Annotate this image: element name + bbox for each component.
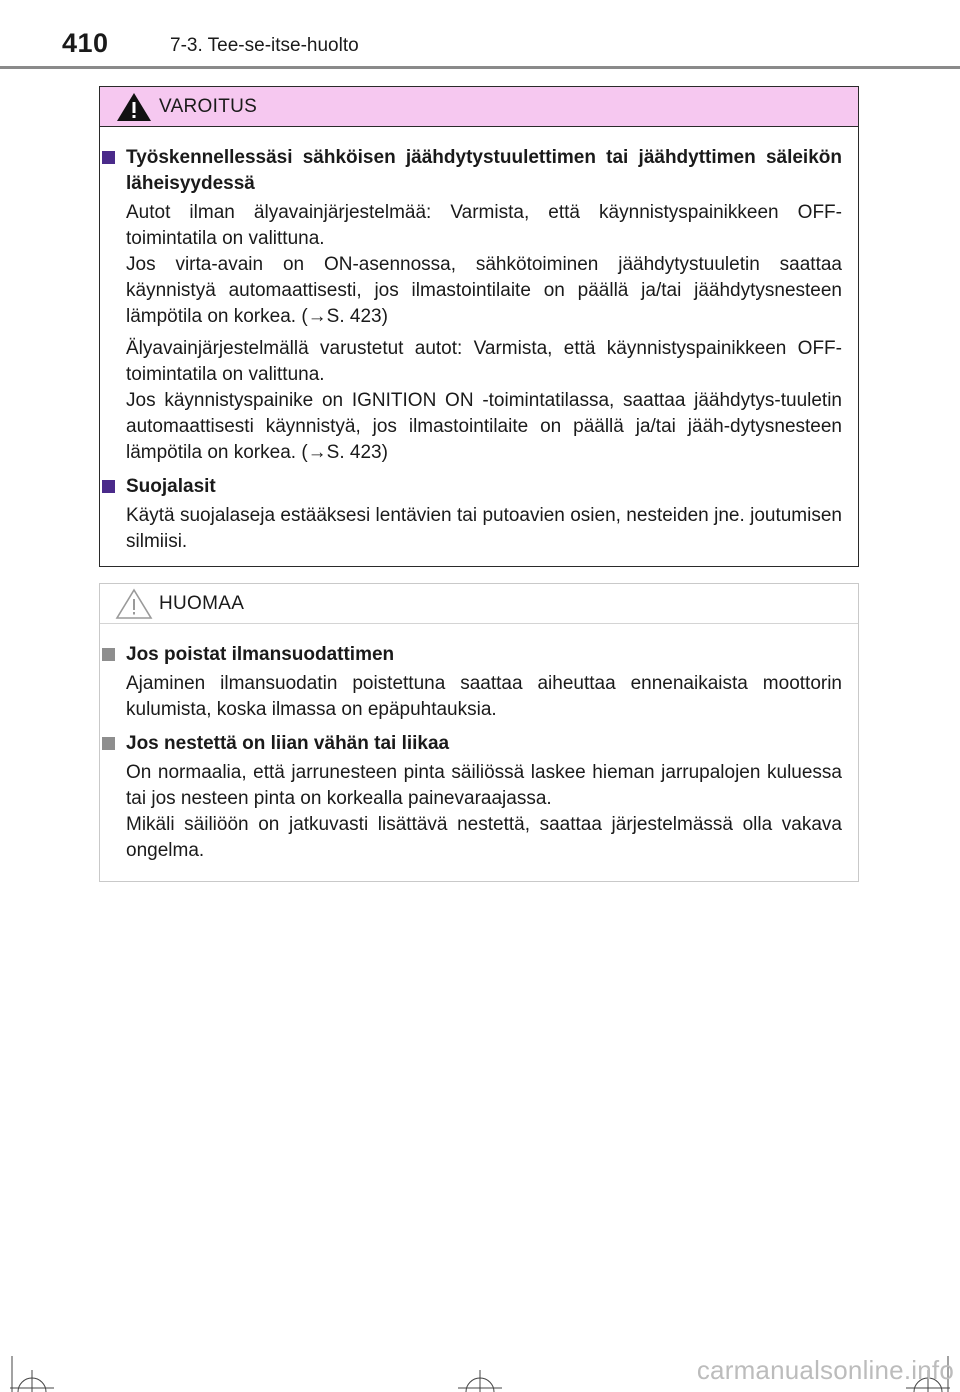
item-title: Jos poistat ilmansuodattimen (126, 642, 842, 668)
notice-box-header (100, 584, 858, 624)
warning-box-header (100, 87, 858, 127)
warning-box (99, 86, 859, 567)
section-title: 7-3. Tee-se-itse-huolto (170, 35, 359, 56)
registration-mark-icon (450, 1356, 510, 1392)
item-paragraph: On normaalia, että jarrunesteen pinta säiliössä laskee hieman jarrupalojen kuluessa tai jos nesteen pinta on korkealla painevaraajassa. Mikäli säiliöön on jatkuvasti lisättävä nestettä, saattaa järjestelmässä olla vakava ongelma. (126, 762, 842, 861)
page-number: 410 (62, 28, 109, 58)
square-bullet-icon (102, 151, 115, 164)
item-title: Jos nestettä on liian vähän tai liikaa (126, 731, 842, 757)
registration-mark-icon (2, 1356, 62, 1392)
item-paragraph: Käytä suojalaseja estääksesi lentävien tai putoavien osien, nesteiden jne. joutumisen silmiisi. (126, 505, 842, 552)
item-paragraph: Älyavainjärjestelmällä varustetut autot: Varmista, että käynnistyspainikkeen OFF-toimintatila on valittuna. Jos käynnistyspainike on IGNITION ON -toimintatilassa, saattaa jäähdytys-tuuletin automaattisesti käynnistyä, jos ilmastointilaite on päällä ja/tai jääh-dytysnesteen lämpötila on korkea. (→S. 423) (126, 338, 842, 463)
item-title: Suojalasit (126, 474, 842, 500)
notice-item (126, 731, 842, 864)
item-paragraph: Autot ilman älyavainjärjestelmää: Varmista, että käynnistyspainikkeen OFF-toimintatila on valittuna. Jos virta-avain on ON-asennossa, sähkötoiminen jäähdytystuuletin saattaa käynnistyä automaattisesti, jos ilmastointilaite on päällä ja/tai jäähdytysnesteen lämpötila on korkea. (→S. 423) (126, 202, 842, 327)
notice-label: HUOMAA (159, 593, 245, 614)
notice-triangle-icon (115, 588, 153, 620)
warning-item (126, 474, 842, 555)
notice-box-body (100, 624, 858, 864)
square-bullet-icon (102, 648, 115, 661)
notice-box (99, 583, 859, 882)
warning-box-body (100, 127, 858, 555)
warning-label: VAROITUS (159, 96, 258, 117)
watermark: carmanualsonline.info (696, 1355, 954, 1385)
warning-triangle-icon (115, 91, 153, 123)
warning-item (126, 145, 842, 466)
notice-item (126, 642, 842, 723)
square-bullet-icon (102, 737, 115, 750)
item-paragraph: Ajaminen ilmansuodatin poistettuna saattaa aiheuttaa ennenaikaista moottorin kulumista, koska ilmassa on epäpuhtauksia. (126, 673, 842, 720)
page-header (0, 0, 960, 68)
square-bullet-icon (102, 480, 115, 493)
header-divider (0, 66, 960, 69)
item-title: Työskennellessäsi sähköisen jäähdytystuulettimen tai jäähdyttimen säleikön läheisyydessä (126, 145, 842, 197)
